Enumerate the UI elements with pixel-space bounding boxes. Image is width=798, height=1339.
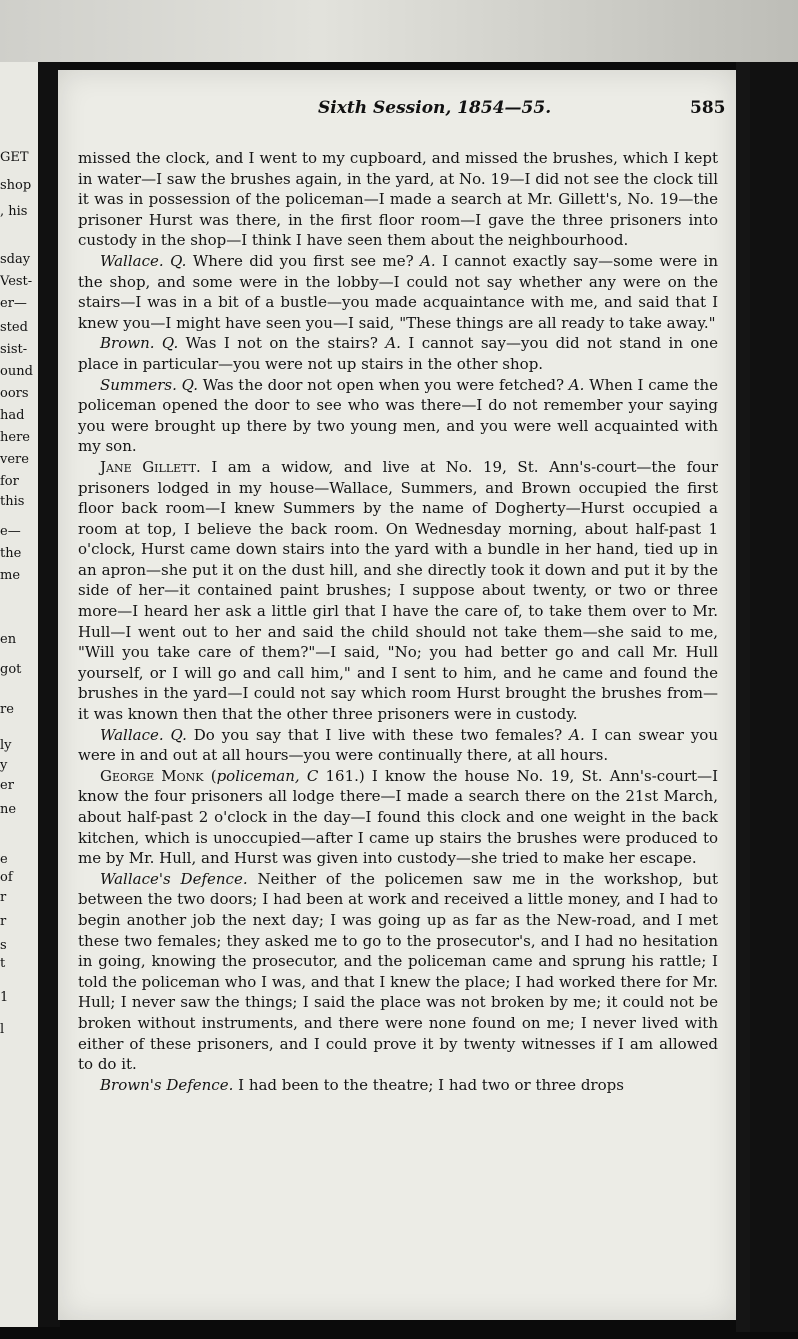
text-run: (	[203, 766, 217, 785]
facing-page-fragment: this	[0, 494, 25, 509]
italic-label: Wallace. Q.	[100, 725, 187, 744]
facing-page-fragment: , his	[0, 204, 28, 219]
paragraph	[78, 1075, 718, 1096]
text-run: Was I not on the stairs?	[178, 334, 386, 353]
text-run: missed the clock, and I went to my cupboard, and missed the brushes, which I kept in water—I saw the brushes again, in the yard, at No. 19—I did not see the clock till it was in possession of the policeman—I made a search at Mr. Gillett's, No. 19—the prisoner Hurst was there, in the first floor room—I gave the three prisoners into custody in the shop—I think I have seen them about the neighbourhood.	[78, 149, 718, 250]
background-dark	[750, 62, 798, 1332]
facing-page-fragment: re	[0, 702, 14, 717]
speaker-name: Jane Gillett.	[100, 457, 201, 476]
paragraph	[78, 148, 718, 251]
italic-label: Wallace's Defence.	[100, 869, 248, 888]
italic-label: Summers. Q.	[100, 375, 198, 394]
paragraph	[78, 251, 718, 333]
facing-page-fragment: of	[0, 870, 13, 885]
paragraph	[78, 457, 718, 725]
book-page	[58, 70, 736, 1320]
paragraph	[78, 766, 718, 869]
page-body-text	[78, 148, 718, 1095]
facing-page-fragment: ound	[0, 364, 33, 379]
italic-label: A.	[420, 251, 436, 270]
facing-page-fragment: r	[0, 914, 7, 929]
italic-label: Wallace. Q.	[100, 251, 187, 270]
facing-page-fragment: shop	[0, 178, 32, 193]
facing-page-fragment: me	[0, 568, 21, 583]
facing-page-fragment: sted	[0, 320, 28, 335]
text-run: Neither of the policemen saw me in the workshop, but between the two doors; I had been at work and received a little money, and I had to begin another job the next day; I was going up as far as the New-road, and I met these two females; they asked me to go to the prosecutor's, and I had no hesitation in going, knowing the prosecutor, and the policeman came and sprung his rattle; I told the policeman who I was, and that I knew the place; I had worked there for Mr. Hull; I never saw the things; I said the place was not broken by me; it could not be broken without instruments, and there were none found on me; I never lived with either of these prisoners, and I could prove it by twenty witnesses if I am allowed to do it.	[78, 869, 719, 1074]
facing-page-fragment: the	[0, 546, 22, 561]
facing-page-fragment: here	[0, 430, 30, 445]
facing-page-fragment: sday	[0, 252, 31, 267]
text-run: I had been to the theatre; I had two or three drops	[233, 1075, 624, 1094]
facing-page-fragment: en	[0, 632, 17, 647]
text-run: 161.) I know the house No. 19, St. Ann's-court—I know the four prisoners all lodge there—I made a search there on the 21st March, about half-past 2 o'clock in the day—I found this clock and one weight in the back kitchen, which is unoccupied—after I came up stairs the brushes were produced to me by Mr. Hull, and Hurst was given into custody—she tried to make her escape.	[78, 766, 718, 868]
facing-page-fragment: r	[0, 890, 7, 905]
facing-page-fragment: GET	[0, 150, 29, 165]
facing-page-fragment: ly	[0, 738, 12, 753]
running-head: Sixth Session, 1854—55.	[318, 98, 552, 118]
paragraph	[78, 869, 718, 1075]
facing-page-fragment: got	[0, 662, 22, 677]
facing-page-fragment: s	[0, 938, 7, 953]
facing-page-fragment: sist-	[0, 342, 28, 357]
italic-label: A.	[568, 375, 585, 394]
text-run: I cannot say—you did not stand in one place in particular—you were not up stairs in the other shop.	[78, 334, 718, 373]
text-run: I can swear you were in and out at all hours—you were continually there, at all hours.	[78, 725, 718, 765]
paragraph	[78, 333, 718, 374]
italic-label: A.	[385, 334, 401, 353]
italic-label: A.	[569, 725, 585, 744]
page-header	[118, 98, 726, 128]
facing-page-fragment: ne	[0, 802, 17, 817]
italic-label: Brown. Q.	[100, 334, 179, 353]
facing-page-fragment: for	[0, 474, 19, 489]
paragraph	[78, 375, 718, 457]
text-run: I cannot exactly say—some were in the shop, and some were in the lobby—I could not say whether any were on the stairs—I was in a bit of a bustle—you made acquaintance with me, and said that I knew you—I might have seen you—I said, "These things are all ready to take away."	[78, 251, 719, 332]
top-background	[0, 0, 798, 62]
facing-page-fragment: oors	[0, 386, 29, 401]
facing-page-fragment: vere	[0, 452, 29, 467]
facing-page-fragment: 1	[0, 990, 9, 1005]
facing-page-fragment: er—	[0, 296, 27, 311]
text-run: Was the door not open when you were fetched?	[198, 375, 569, 394]
facing-page-fragment: t	[0, 956, 6, 971]
text-run: When I came the policeman opened the door to see who was there—I do not remember your saying you were brought up there by two young men, and you were well acquainted with my son.	[78, 375, 719, 456]
italic-label: Brown's Defence.	[100, 1075, 234, 1094]
facing-page-fragment: e—	[0, 524, 21, 539]
speaker-name: George Monk	[100, 766, 204, 785]
facing-page-fragment: l	[0, 1022, 5, 1037]
italic-label: policeman, C	[216, 766, 319, 785]
text-run: Where did you first see me?	[186, 251, 421, 270]
text-run: I am a widow, and live at No. 19, St. Ann's-court—the four prisoners lodged in my house—Wallace, Summers, and Brown occupied the first floor back room—I knew Summers by the name of Dogherty—Hurst occupied a room at top, I believe the back room. On Wednesday morning, about half-past 1 o'clock, Hurst came down stairs into the yard with a bundle in her hand, tied up in an apron—she put it on the dust hill, and she directly took it down and put it by the side of her—it contained paint brushes; I suppose about twenty, or two or three more—I heard her ask a little girl that I have the care of, to take them over to Mr. Hull—I went out to her and said the child should not take them—she said to me, "Will you take care of them?"—I said, "No; you had better go and call Mr. Hull yourself, or I will go and call him," and I sent to him, and he came and found the brushes in the yard—I could not say which room Hurst brought the brushes from—it was known then that the other three prisoners were in custody.	[78, 457, 718, 724]
facing-page-edge	[0, 62, 38, 1327]
facing-page-fragment: e	[0, 852, 8, 867]
facing-page-fragment: er	[0, 778, 14, 793]
page-number: 585	[690, 98, 726, 118]
facing-page-fragment: had	[0, 408, 25, 423]
book-spine	[38, 62, 60, 1327]
page-edge-shadow	[736, 62, 750, 1332]
text-run: Do you say that I live with these two females?	[186, 725, 570, 744]
paragraph	[78, 725, 718, 766]
facing-page-fragment: Vest-	[0, 274, 33, 289]
facing-page-fragment: y	[0, 758, 8, 773]
